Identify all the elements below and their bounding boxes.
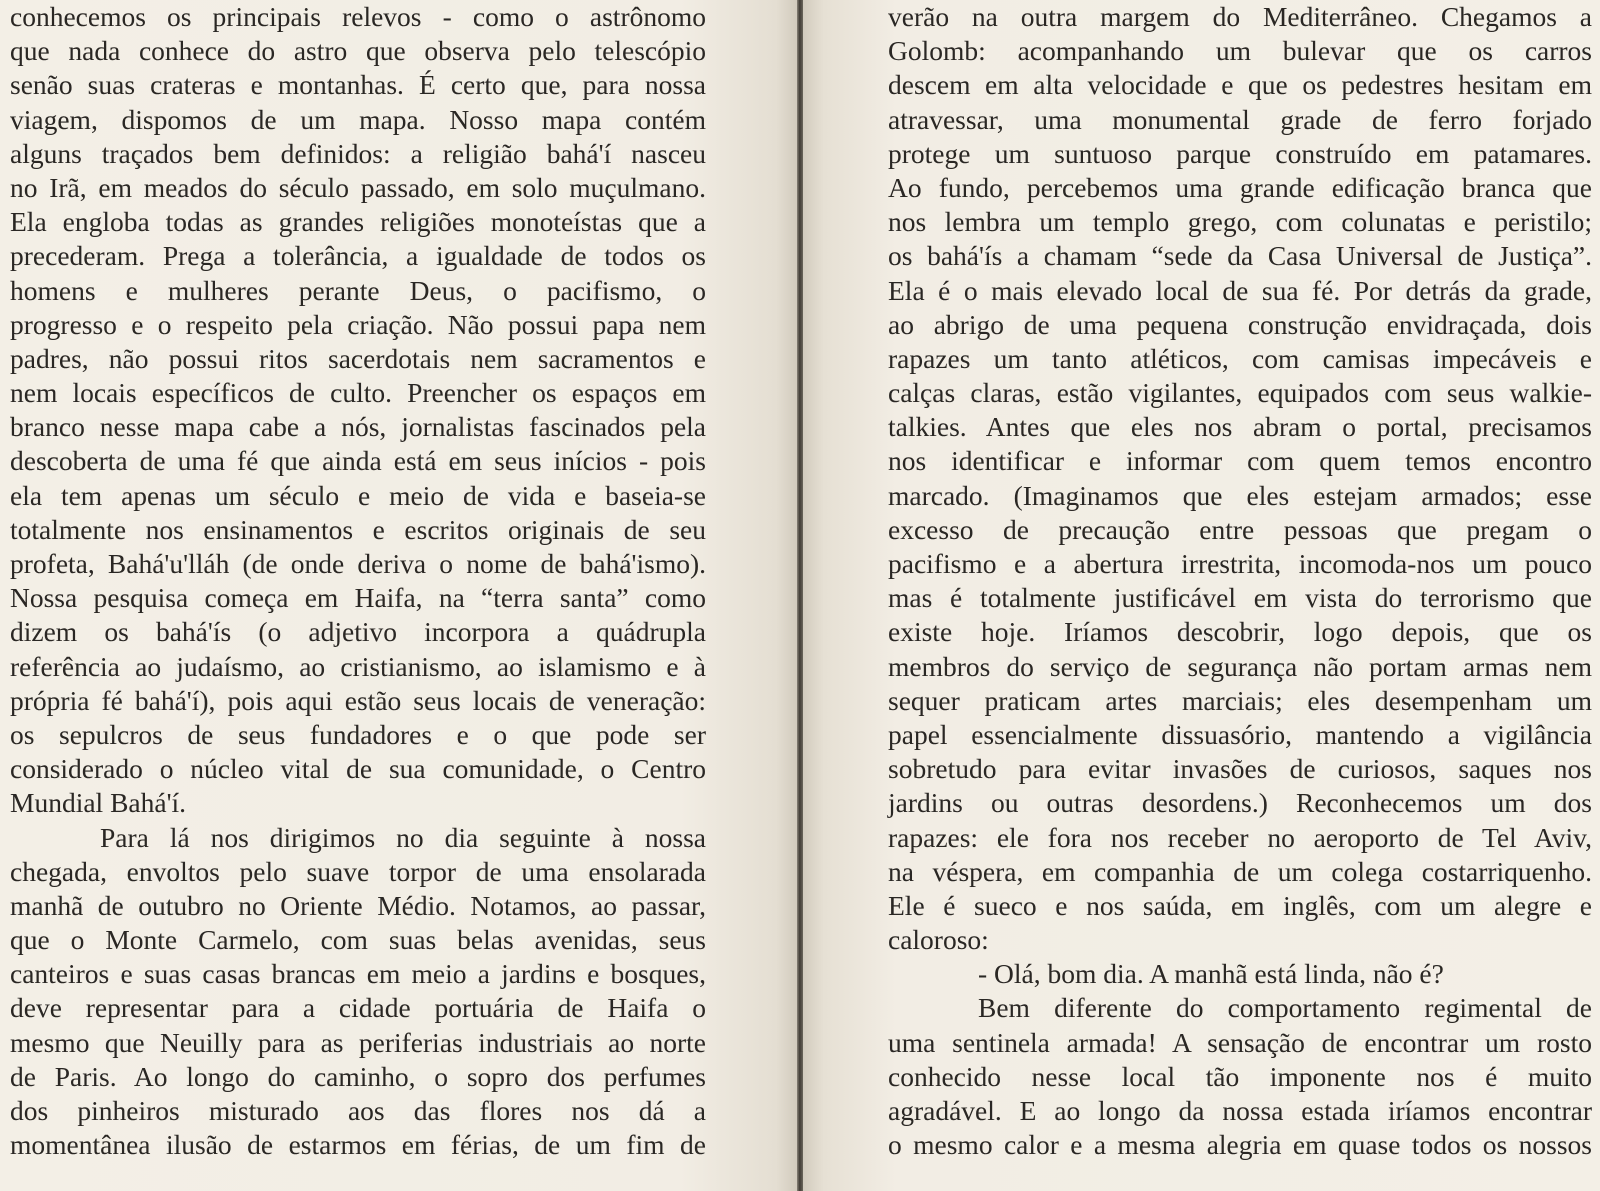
text-line: agradável. E ao longo da nossa estada iríamos encontrar: [888, 1095, 1592, 1126]
text-line: branco nesse mapa cabe a nós, jornalistas fascinados pela: [10, 411, 706, 443]
text-line: totalmente nos ensinamentos e escritos originais de seu: [10, 513, 706, 545]
right-page: [800, 0, 1600, 1191]
text-line: profeta, Bahá'u'lláh (de onde deriva o nome de bahá'ismo).: [10, 548, 706, 579]
text-line: canteiros e suas casas brancas em meio a jardins e bosques,: [10, 958, 706, 990]
text-line: Ao fundo, percebemos uma grande edificação branca que: [888, 171, 1592, 203]
text-line: na véspera, em companhia de um colega costarriquenho.: [888, 855, 1592, 887]
text-line: no Irã, em meados do século passado, em solo muçulmano.: [10, 171, 706, 203]
text-line: mesmo que Neuilly para as periferias industriais ao norte: [10, 1026, 706, 1058]
text-line: Ele é sueco e nos saúda, em inglês, com um alegre e: [888, 889, 1592, 921]
text-line: talkies. Antes que eles nos abram o portal, precisamos: [888, 411, 1592, 443]
text-line: rapazes: ele fora nos receber no aeroporto de Tel Aviv,: [888, 821, 1592, 853]
text-line: marcado. (Imaginamos que eles estejam armados; esse: [888, 479, 1592, 511]
text-line: atravessar, uma monumental grade de ferro forjado: [888, 103, 1592, 135]
text-line: nem locais específicos de culto. Preencher os espaços em: [10, 377, 706, 409]
text-line: viagem, dispomos de um mapa. Nosso mapa contém: [10, 103, 706, 135]
text-line: existe hoje. Iríamos descobrir, logo depois, que os: [888, 616, 1592, 648]
text-line: Ela engloba todas as grandes religiões monoteístas que a: [10, 206, 706, 238]
text-line: referência ao judaísmo, ao cristianismo, ao islamismo e à: [10, 650, 706, 682]
text-line: uma sentinela armada! A sensação de encontrar um rosto: [888, 1026, 1592, 1058]
text-line: descem em alta velocidade e que os pedestres hesitam em: [888, 69, 1592, 101]
book-gutter: [797, 0, 803, 1191]
text-line: ela tem apenas um século e meio de vida e baseia-se: [10, 479, 706, 511]
text-line: alguns traçados bem definidos: a religião bahá'í nasceu: [10, 137, 706, 169]
text-line: descoberta de uma fé que ainda está em seus inícios - pois: [10, 445, 706, 477]
text-line: jardins ou outras desordens.) Reconhecemos um dos: [888, 787, 1592, 819]
text-line: Mundial Bahá'í.: [10, 787, 187, 819]
text-line: dizem os bahá'ís (o adjetivo incorpora a quádrupla: [10, 616, 706, 648]
left-page-text: [10, 0, 706, 1162]
text-line: o mesmo calor e a mesma alegria em quase todos os nossos: [888, 1129, 1592, 1161]
text-line: sobretudo para evitar invasões de curiosos, saques nos: [888, 753, 1592, 785]
text-line: os sepulcros de seus fundadores e o que pode ser: [10, 718, 706, 750]
text-line: sequer praticam artes marciais; eles desempenham um: [888, 684, 1592, 716]
text-line: homens e mulheres perante Deus, o pacifismo, o: [10, 274, 706, 306]
text-line: manhã de outubro no Oriente Médio. Notamos, ao passar,: [10, 889, 706, 921]
text-line: chegada, envoltos pelo suave torpor de uma ensolarada: [10, 855, 706, 887]
text-line: dos pinheiros misturado aos das flores nos dá a: [10, 1095, 706, 1126]
text-line: precederam. Prega a tolerância, a igualdade de todos os: [10, 240, 706, 272]
text-line: verão na outra margem do Mediterrâneo. Chegamos a: [888, 1, 1592, 32]
text-line: padres, não possui ritos sacerdotais nem sacramentos e: [10, 342, 706, 374]
text-line: deve representar para a cidade portuária de Haifa o: [10, 992, 706, 1024]
text-line: membros do serviço de segurança não portam armas nem: [888, 650, 1592, 682]
text-line: Nossa pesquisa começa em Haifa, na “terra santa” como: [10, 582, 706, 614]
text-line: nos lembra um templo grego, com colunatas e peristilo;: [888, 206, 1592, 238]
text-line: ao abrigo de uma pequena construção envidraçada, dois: [888, 308, 1592, 340]
text-line: nos identificar e informar com quem temos encontro: [888, 445, 1592, 477]
text-line: mas é totalmente justificável em vista do terrorismo que: [888, 582, 1592, 614]
text-line: progresso e o respeito pela criação. Não possui papa nem: [10, 308, 706, 340]
text-line: momentânea ilusão de estarmos em férias, de um fim de: [10, 1129, 706, 1161]
text-line: rapazes um tanto atléticos, com camisas impecáveis e: [888, 342, 1592, 374]
dialog-line: - Olá, bom dia. A manhã está linda, não é?: [978, 958, 1444, 990]
text-line: Ela é o mais elevado local de sua fé. Por detrás da grade,: [888, 274, 1592, 306]
text-line: considerado o núcleo vital de sua comunidade, o Centro: [10, 753, 706, 785]
text-line: calças claras, estão vigilantes, equipados com seus walkie-: [888, 377, 1592, 409]
text-line: Para lá nos dirigimos no dia seguinte à nossa: [100, 821, 706, 853]
text-line: de Paris. Ao longo do caminho, o sopro dos perfumes: [10, 1060, 706, 1092]
text-line: Bem diferente do comportamento regimental de: [978, 992, 1592, 1024]
text-line: que o Monte Carmelo, com suas belas avenidas, seus: [10, 924, 706, 956]
text-line: excesso de precaução entre pessoas que pregam o: [888, 513, 1592, 545]
text-line: os bahá'ís a chamam “sede da Casa Universal de Justiça”.: [888, 240, 1592, 272]
text-line: conhecido nesse local tão imponente nos é muito: [888, 1060, 1592, 1092]
text-line: papel essencialmente dissuasório, mantendo a vigilância: [888, 718, 1592, 750]
text-line: protege um suntuoso parque construído em patamares.: [888, 137, 1592, 169]
text-line: que nada conhece do astro que observa pelo telescópio: [10, 35, 706, 67]
right-page-text: [888, 0, 1592, 1162]
text-line: própria fé bahá'í), pois aqui estão seus locais de veneração:: [10, 684, 706, 716]
text-line: Golomb: acompanhando um bulevar que os carros: [888, 35, 1592, 67]
text-line: senão suas crateras e montanhas. É certo que, para nossa: [10, 69, 706, 101]
text-line: conhecemos os principais relevos - como o astrônomo: [10, 1, 706, 32]
text-line: caloroso:: [888, 924, 989, 956]
text-line: pacifismo e a abertura irrestrita, incomoda-nos um pouco: [888, 548, 1592, 579]
